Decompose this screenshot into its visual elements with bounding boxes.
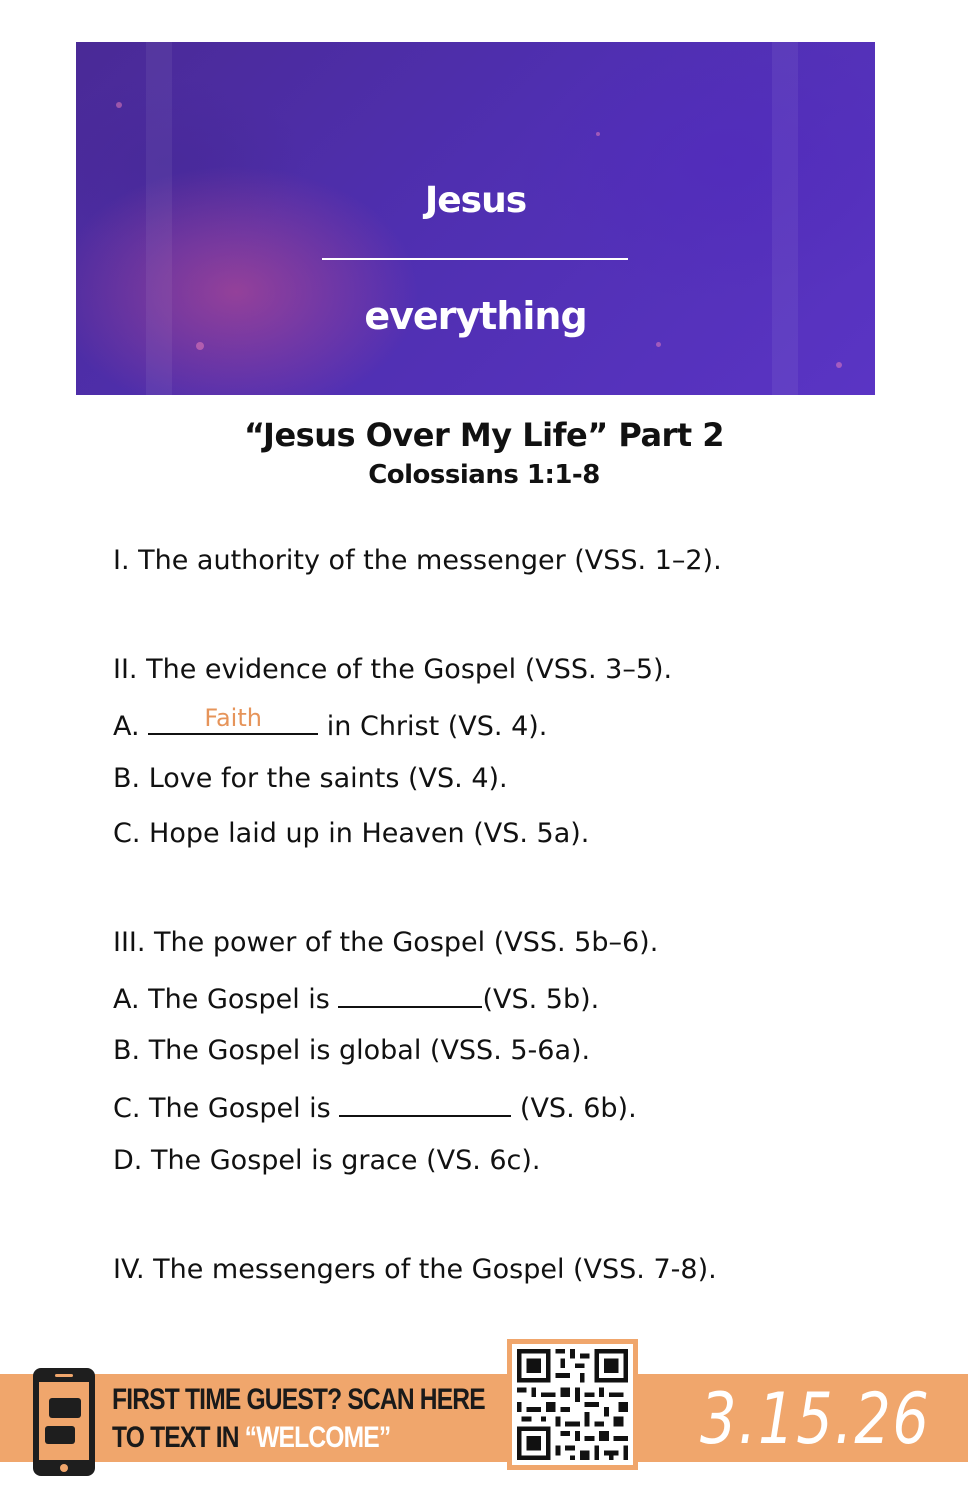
fill-in-blank[interactable] <box>339 1089 511 1117</box>
guest-line-1: FIRST TIME GUEST? SCAN HERE <box>112 1383 485 1416</box>
outline-point-1: I. The authority of the messenger (VSS. 1–2). <box>113 545 722 576</box>
outline-point-3: III. The power of the Gospel (VSS. 5b–6). <box>113 927 659 958</box>
guest-line-2 <box>112 1419 485 1457</box>
banner-speck <box>596 132 600 136</box>
point-2a-prefix: A. <box>113 711 140 742</box>
banner-speck <box>196 342 204 350</box>
fill-in-blank[interactable] <box>338 980 482 1008</box>
banner-divider <box>322 258 628 260</box>
point-3c-prefix: C. The Gospel is <box>113 1093 331 1124</box>
point-3c-suffix: (VS. 6b). <box>519 1093 637 1124</box>
guest-line-2-prefix: TO TEXT IN <box>112 1421 245 1454</box>
chat-bubble-icon <box>49 1398 81 1418</box>
sermon-title: “Jesus Over My Life” Part 2 <box>243 416 725 454</box>
phone-home-button <box>60 1464 68 1472</box>
outline-point-2a <box>113 704 548 744</box>
outline-point-2c: C. Hope laid up in Heaven (VS. 5a). <box>113 818 590 849</box>
outline-point-2: II. The evidence of the Gospel (VSS. 3–5). <box>113 654 673 685</box>
scripture-reference: Colossians 1:1-8 <box>368 460 600 490</box>
fill-in-answer: Faith <box>204 704 262 732</box>
phone-screen <box>39 1382 89 1460</box>
fill-in-blank[interactable] <box>148 704 318 735</box>
chat-bubble-icon <box>45 1426 75 1444</box>
banner-bottom-word: everything <box>364 294 587 338</box>
service-date: 3.15.26 <box>700 1378 931 1460</box>
banner-speck <box>836 362 842 368</box>
guest-keyword: “WELCOME” <box>244 1421 391 1454</box>
banner-speck <box>116 102 122 108</box>
banner-speck <box>656 342 661 347</box>
banner-top-word: Jesus <box>424 180 527 221</box>
phone-chat-icon <box>33 1368 95 1476</box>
point-3a-suffix: (VS. 5b). <box>482 984 600 1015</box>
point-3a-prefix: A. The Gospel is <box>113 984 330 1015</box>
outline-point-4: IV. The messengers of the Gospel (VSS. 7-8). <box>113 1254 717 1285</box>
outline-point-3a <box>113 980 599 1017</box>
guest-callout <box>112 1381 485 1457</box>
outline-point-3c <box>113 1089 637 1126</box>
outline-point-2b: B. Love for the saints (VS. 4). <box>113 763 508 794</box>
outline-point-3b: B. The Gospel is global (VSS. 5-6a). <box>113 1035 591 1066</box>
point-2a-suffix: in Christ (VS. 4). <box>326 711 548 742</box>
qr-code-icon[interactable] <box>512 1344 633 1465</box>
phone-speaker <box>55 1374 73 1377</box>
hero-banner <box>76 42 875 395</box>
outline-point-3d: D. The Gospel is grace (VS. 6c). <box>113 1145 541 1176</box>
